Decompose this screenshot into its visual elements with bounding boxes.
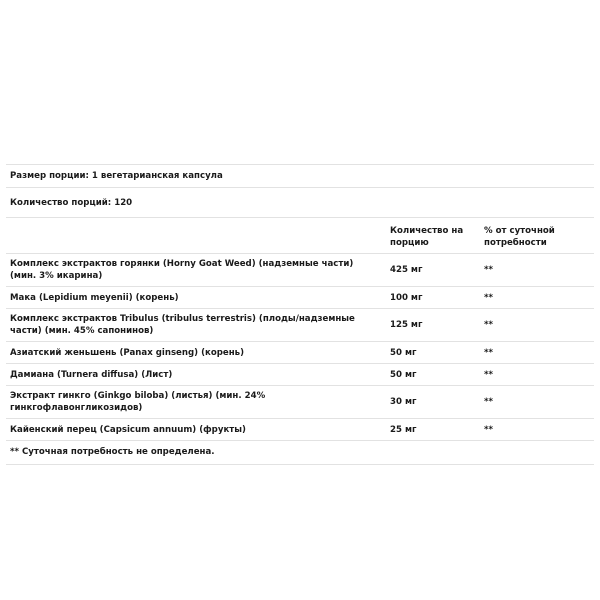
supplement-facts-table bbox=[6, 164, 594, 465]
servings-count: Количество порций: 120 bbox=[6, 187, 594, 217]
ingredient-dv: ** bbox=[484, 397, 493, 407]
ingredient-dv: ** bbox=[484, 265, 493, 275]
ingredient-amount: 50 мг bbox=[390, 369, 417, 380]
ingredient-name: Кайенский перец (Capsicum annuum) (фрукты) bbox=[10, 424, 246, 435]
ingredient-name: Экстракт гинкго (Ginkgo biloba) (листья) (мин. 24% гинкгофлавонгликозидов) bbox=[10, 391, 266, 413]
ingredient-dv: ** bbox=[484, 424, 493, 435]
ingredient-name: Комплекс экстрактов Tribulus (tribulus terrestris) (плоды/надземные части) (мин. 45% сапонинов) bbox=[10, 314, 355, 336]
ingredient-dv: ** bbox=[484, 292, 493, 303]
table-row bbox=[6, 363, 594, 385]
ingredient-amount: 425 мг bbox=[390, 265, 423, 275]
ingredient-amount: 100 мг bbox=[390, 292, 423, 303]
ingredient-dv: ** bbox=[484, 347, 493, 358]
header-daily-value: % от суточной потребности bbox=[484, 226, 555, 248]
ingredient-amount: 30 мг bbox=[390, 397, 417, 407]
ingredient-name: Азиатский женьшень (Panax ginseng) (корень) bbox=[10, 347, 245, 358]
header-amount: Количество на порцию bbox=[390, 226, 464, 248]
ingredient-amount: 50 мг bbox=[390, 347, 417, 358]
table-row bbox=[6, 418, 594, 440]
ingredient-amount: 125 мг bbox=[390, 320, 423, 330]
ingredient-name: Мака (Lepidium meyenii) (корень) bbox=[10, 292, 179, 303]
table-row bbox=[6, 308, 594, 341]
table-row bbox=[6, 286, 594, 308]
table-header bbox=[6, 217, 594, 253]
ingredient-amount: 25 мг bbox=[390, 424, 417, 435]
table-row bbox=[6, 385, 594, 418]
ingredient-dv: ** bbox=[484, 369, 493, 380]
ingredient-name: Комплекс экстрактов горянки (Horny Goat Weed) (надземные части) (мин. 3% икарина) bbox=[10, 259, 354, 281]
ingredient-name: Дамиана (Turnera diffusa) (Лист) bbox=[10, 369, 173, 380]
ingredient-dv: ** bbox=[484, 320, 493, 330]
serving-size: Размер порции: 1 вегетарианская капсула bbox=[6, 164, 594, 187]
table-row bbox=[6, 341, 594, 363]
footnote: ** Суточная потребность не определена. bbox=[6, 440, 594, 465]
table-row bbox=[6, 253, 594, 286]
